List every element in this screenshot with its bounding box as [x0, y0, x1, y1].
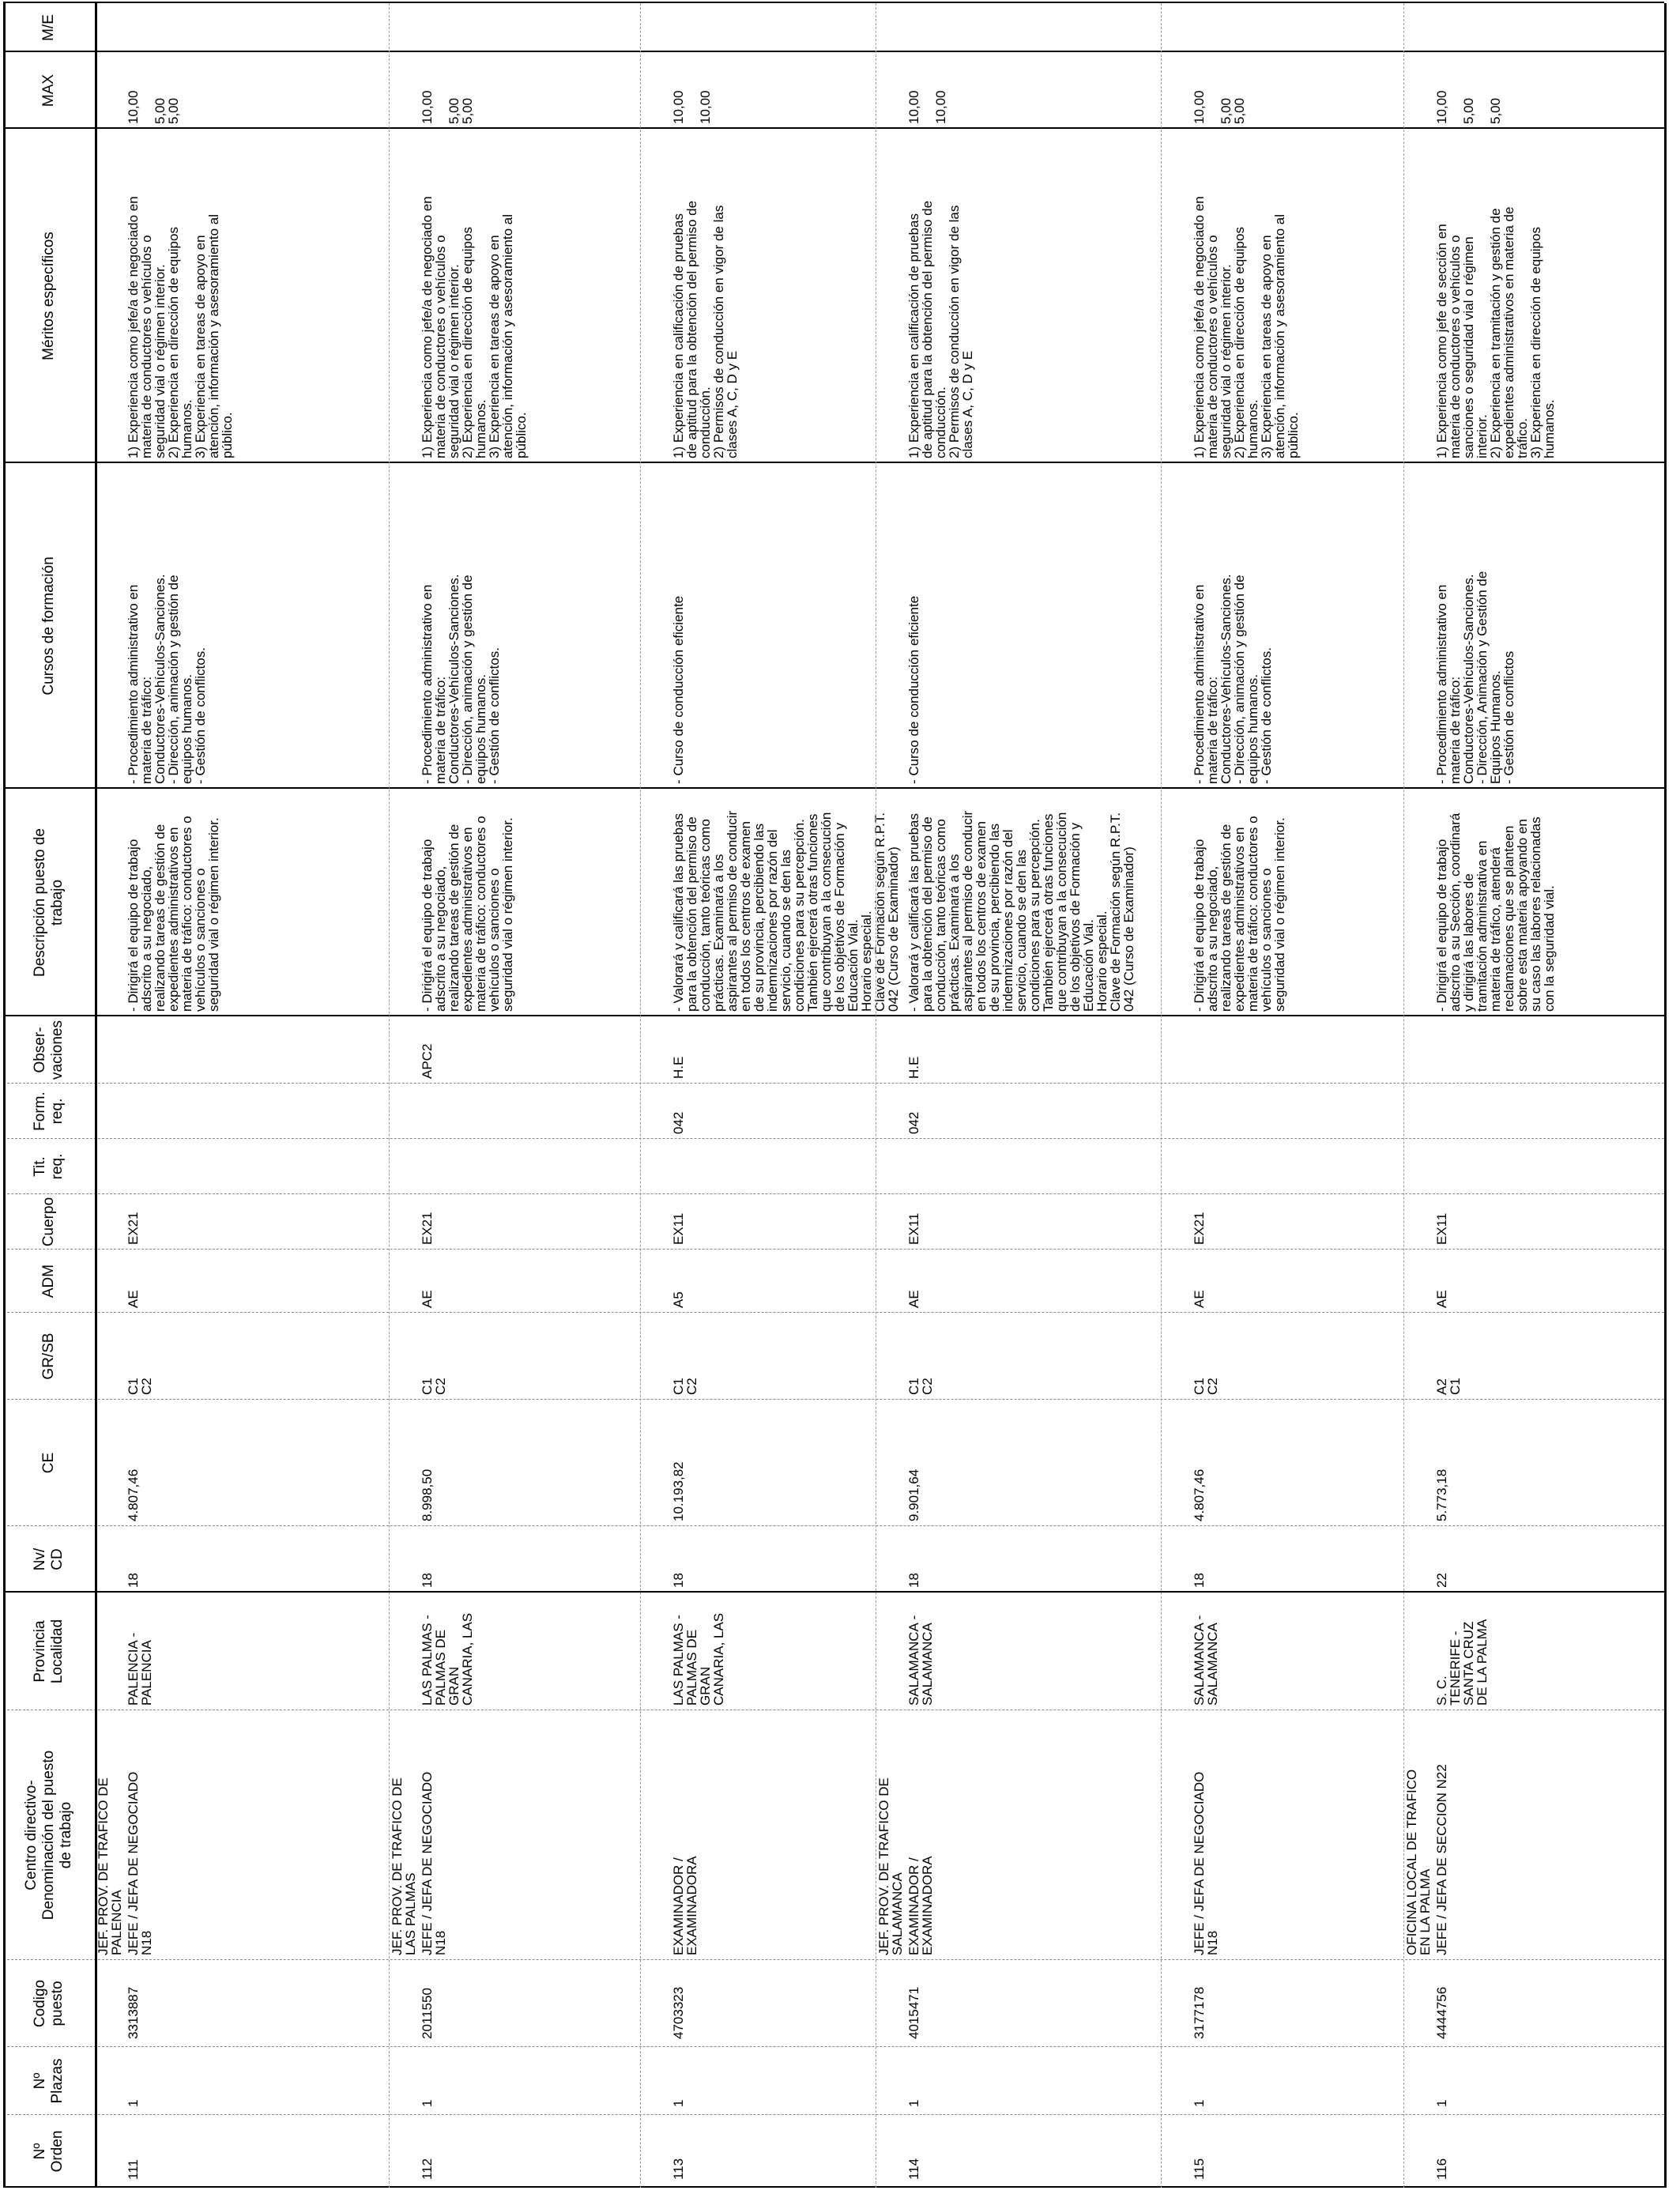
cell-adm: AE	[420, 1290, 435, 1308]
header-obs: Obser- vaciones	[32, 1020, 66, 1080]
cell-nivel: 18	[126, 1573, 141, 1588]
column-border	[3, 1083, 1664, 1084]
header-max: MAX	[40, 74, 57, 107]
cell-cursos: - Curso de conducción eficiente	[671, 595, 686, 784]
cell-codigo: 4444756	[1434, 1986, 1449, 2039]
cell-obs: H.E	[906, 1056, 921, 1079]
cell-plazas: 1	[1192, 2099, 1207, 2107]
cell-max: 10,00 10,00	[671, 90, 713, 124]
cell-plazas: 1	[126, 2099, 141, 2107]
cell-max: 10,00 5,00 5,00	[420, 90, 475, 124]
cell-ce: 4.807,46	[126, 1468, 141, 1521]
cell-adm: AE	[1434, 1290, 1449, 1308]
cell-orden: 116	[1434, 2158, 1449, 2180]
cell-max: 10,00 5,00 5,00	[1434, 90, 1503, 124]
centro-group-heading: JEF. PROV. DE TRAFICO DE LAS PALMAS	[390, 1777, 418, 1955]
column-border	[3, 1015, 1664, 1016]
cell-obs: H.E	[671, 1056, 686, 1079]
cell-codigo: 4015471	[906, 1986, 921, 2039]
cell-meritos: 1) Experiencia en calificación de pruebas de aptitud para la obtención del permiso de conducción. 2) Permisos de conducción en vigor de las clases A, C, D y E	[671, 200, 740, 458]
cell-cuerpo: EX11	[1434, 1212, 1449, 1245]
cell-centro: JEFE / JEFA DE NEGOCIADO N18	[1192, 1771, 1220, 1955]
table-bottom-border	[1664, 3, 1667, 2188]
cell-ce: 5.773,18	[1434, 1468, 1449, 1521]
cell-nivel: 18	[671, 1573, 686, 1588]
header-formreq: Form. req.	[32, 1091, 66, 1131]
cell-grsb: C1 C2	[420, 1378, 448, 1395]
cell-codigo: 3313887	[126, 1986, 141, 2039]
cell-codigo: 2011550	[420, 1988, 435, 2039]
column-border	[3, 1312, 1664, 1313]
cell-plazas: 1	[420, 2099, 435, 2107]
cell-formreq: 042	[671, 1111, 686, 1134]
cell-adm: A5	[671, 1291, 686, 1308]
column-border	[3, 1399, 1664, 1400]
cell-cursos: - Procedimiento administrativo en materia de tráfico: Conductores-Vehículos-Sanciones. - Dirección, animación y gestión de equipos humanos. - Gestión de conflictos.	[126, 574, 208, 784]
cell-ce: 10.193,82	[671, 1461, 686, 1521]
cell-plazas: 1	[1434, 2099, 1449, 2107]
cell-cuerpo: EX21	[420, 1212, 435, 1245]
column-border	[3, 2114, 1664, 2115]
header-adm: ADM	[40, 1264, 57, 1299]
cell-meritos: 1) Experiencia como jefe/a de negociado en materia de conductores o vehículos o seguridad vial o régimen interior. 2) Experiencia en dirección de equipos humanos. 3) Experiencia en tareas de apoyo en atención, información y asesoramiento al público.	[420, 196, 529, 458]
header-ce: CE	[40, 1452, 57, 1474]
cell-descripcion: - Dirigirá el equipo de trabajo adscrito a su negociado, realizando tareas de gestión de expedientes administrativos en materia de tráfico: conductores o vehículos o sanciones o seguridad vial o régimen interior.	[126, 816, 221, 1012]
cell-plazas: 1	[671, 2099, 686, 2107]
cell-plazas: 1	[906, 2099, 921, 2107]
column-border	[3, 2046, 1664, 2047]
cell-grsb: C1 C2	[671, 1378, 699, 1395]
centro-group-heading: JEF. PROV. DE TRAFICO DE SALAMANCA	[876, 1777, 905, 1955]
cell-adm: AE	[126, 1290, 141, 1308]
cell-provincia: SALAMANCA - SALAMANCA	[1192, 1615, 1220, 1706]
cell-descripcion: - Dirigirá el equipo de trabajo adscrito a su negociado, realizando tareas de gestión de expedientes administrativos en materia de tráfico: conductores o vehículos o sanciones o seguridad vial o régimen interior.	[1192, 816, 1287, 1012]
column-border	[3, 1959, 1664, 1960]
cell-cuerpo: EX21	[1192, 1212, 1207, 1245]
cell-provincia: PALENCIA - PALENCIA	[126, 1632, 154, 1706]
cell-adm: AE	[1192, 1290, 1207, 1308]
cell-descripcion: - Valorará y calificará las pruebas para la obtención del permiso de conducción, tanto teóricas como prácticas. Examinará a los aspirantes al permiso de conducir en todos los centros de examen de su provincia, percibiendo las indemnizaciones por razón del servicio, cuando se den las condiciones para su percepción. También ejercerá otras funciones que contribuyan a la consecución de los objetivos de Formación y Educación Vial. Horario especial. Clave de Formación según R.P.T. 042 (Curso de Examinador)	[906, 810, 1136, 1012]
cell-provincia: LAS PALMAS - PALMAS DE GRAN CANARIA, LAS	[671, 1612, 726, 1706]
cell-meritos: 1) Experiencia como jefe/a de negociado en materia de conductores o vehículos o seguridad vial o régimen interior. 2) Experiencia en dirección de equipos humanos. 3) Experiencia en tareas de apoyo en atención, información y asesoramiento al público.	[1192, 196, 1301, 458]
cell-provincia: LAS PALMAS - PALMAS DE GRAN CANARIA, LAS	[420, 1612, 475, 1706]
cell-centro: JEFE / JEFA DE SECCION N22	[1434, 1764, 1449, 1955]
cell-nivel: 18	[1192, 1573, 1207, 1588]
centro-group-heading: JEF. PROV. DE TRAFICO DE PALENCIA	[96, 1777, 124, 1955]
cell-grsb: C1 C2	[1192, 1378, 1220, 1395]
cell-codigo: 3177178	[1192, 1986, 1207, 2039]
column-border	[3, 1591, 1664, 1593]
header-cuerpo: Cuerpo	[40, 1197, 57, 1247]
row-separator	[1161, 3, 1162, 2188]
column-border	[3, 462, 1664, 463]
cell-obs: APC2	[420, 1043, 435, 1079]
cell-descripcion: - Dirigirá el equipo de trabajo adscrito a su Sección, coordinará y dirigirá las labores de tramitación administrativa en materia de tráfico, atenderá reclamaciones que se planteen sobre esta materia apoyando en su caso las labores relacionadas con la seguridad vial.	[1434, 812, 1557, 1012]
centro-group-heading: OFICINA LOCAL DE TRAFICO EN LA PALMA	[1404, 1769, 1433, 1955]
cell-nivel: 18	[420, 1573, 435, 1588]
cell-nivel: 18	[906, 1573, 921, 1588]
cell-descripcion: - Valorará y calificará las pruebas para la obtención del permiso de conducción, tanto teóricas como prácticas. Examinará a los aspirantes al permiso de conducir en todos los centros de examen de su provincia, percibiendo las indemnizaciones por razón del servicio, cuando se den las condiciones para su percepción. También ejercerá otras funciones que contribuyan a la consecución de los objetivos de Formación y Educación Vial. Horario especial. Clave de Formación según R.P.T. 042 (Curso de Examinador)	[671, 810, 901, 1012]
cell-provincia: SALAMANCA - SALAMANCA	[906, 1615, 935, 1706]
cell-orden: 114	[906, 2158, 921, 2180]
header-grsb: GR/SB	[40, 1333, 57, 1380]
cell-max: 10,00 5,00 5,00	[126, 90, 181, 124]
cell-cursos: - Curso de conducción eficiente	[906, 595, 921, 784]
cell-cursos: - Procedimiento administrativo en materia de tráfico: Conductores-Vehículos-Sanciones. - Dirección, Animación y Gestión de Equipos Humanos. - Gestión de conflictos	[1434, 571, 1516, 784]
cell-orden: 113	[671, 2158, 686, 2180]
cell-centro: JEFE / JEFA DE NEGOCIADO N18	[420, 1771, 448, 1955]
column-border	[3, 1525, 1664, 1526]
header-provincia: Provincia Localidad	[32, 1619, 66, 1684]
cell-centro: EXAMINADOR / EXAMINADORA	[671, 1856, 699, 1955]
cell-meritos: 1) Experiencia en calificación de pruebas de aptitud para la obtención del permiso de conducción. 2) Permisos de conducción en vigor de las clases A, C, D y E	[906, 200, 975, 458]
cell-grsb: C1 C2	[906, 1378, 935, 1395]
column-border	[3, 787, 1664, 789]
cell-max: 10,00 5,00 5,00	[1192, 90, 1247, 124]
cell-descripcion: - Dirigirá el equipo de trabajo adscrito a su negociado, realizando tareas de gestión de expedientes administrativos en materia de tráfico: conductores o vehículos o sanciones o seguridad vial o régimen interior.	[420, 816, 515, 1012]
header-meritos: Méritos específicos	[40, 232, 57, 360]
cell-codigo: 4703323	[671, 1986, 686, 2039]
cell-meritos: 1) Experiencia como jefe de sección en materia de conductores o vehículos o sanciones o seguridad vial o régimen interior. 2) Experiencia en tramitación y gestión de expedientes administrativos en materia de tráfico. 3) Experiencia en dirección de equipos humanos.	[1434, 206, 1557, 458]
header-codigo: Codigo puesto	[32, 1979, 66, 2028]
cell-grsb: A2 C1	[1434, 1378, 1463, 1395]
column-border	[3, 127, 1664, 129]
header-me: M/E	[40, 14, 57, 41]
column-border	[3, 2, 1664, 3]
cell-formreq: 042	[906, 1111, 921, 1134]
cell-centro: JEFE / JEFA DE NEGOCIADO N18	[126, 1771, 154, 1955]
header-centro: Centro directivo- Denominación del puesto de trabajo	[23, 1750, 74, 1921]
column-border	[3, 1193, 1664, 1194]
column-border	[3, 51, 1664, 52]
cell-orden: 111	[126, 2159, 141, 2180]
cell-nivel: 22	[1434, 1573, 1449, 1588]
cell-grsb: C1 C2	[126, 1378, 154, 1395]
cell-cuerpo: EX11	[906, 1212, 921, 1245]
header-nivel: Nv/ CD	[32, 1547, 66, 1571]
cell-meritos: 1) Experiencia como jefe/a de negociado en materia de conductores o vehículos o seguridad vial o régimen interior. 2) Experiencia en dirección de equipos humanos. 3) Experiencia en tareas de apoyo en atención, información y asesoramiento al público.	[126, 196, 235, 458]
cell-cuerpo: EX21	[126, 1212, 141, 1245]
header-descripcion: Descripción puesto de trabajo	[32, 828, 66, 977]
cell-adm: AE	[906, 1290, 921, 1308]
header-plazas: Nº Plazas	[32, 2058, 66, 2104]
cell-ce: 8.998,50	[420, 1468, 435, 1521]
cell-orden: 112	[420, 2158, 435, 2180]
cell-orden: 115	[1192, 2158, 1207, 2180]
header-orden: Nº Orden	[32, 2130, 66, 2173]
cell-max: 10,00 10,00	[906, 90, 948, 124]
column-border	[3, 2186, 1664, 2188]
cell-cursos: - Procedimiento administrativo en materia de tráfico: Conductores-Vehículos-Sanciones. - Dirección, animación y gestión de equipos humanos. - Gestión de conflictos.	[1192, 574, 1274, 784]
cell-provincia: S. C. TENERIFE - SANTA CRUZ DE LA PALMA	[1434, 1619, 1490, 1706]
row-separator	[640, 3, 641, 2188]
column-border	[3, 1249, 1664, 1250]
cell-ce: 9.901,64	[906, 1468, 921, 1521]
header-cursos: Cursos de formación	[40, 556, 57, 696]
column-border	[3, 1138, 1664, 1139]
header-titreq: Tit. req.	[32, 1153, 66, 1180]
cell-cuerpo: EX11	[671, 1212, 686, 1245]
cell-ce: 4.807,46	[1192, 1468, 1207, 1521]
cell-centro: EXAMINADOR / EXAMINADORA	[906, 1856, 935, 1955]
cell-cursos: - Procedimiento administrativo en materia de tráfico: Conductores-Vehículos-Sanciones. - Dirección, animación y gestión de equipos humanos. - Gestión de conflictos.	[420, 574, 502, 784]
